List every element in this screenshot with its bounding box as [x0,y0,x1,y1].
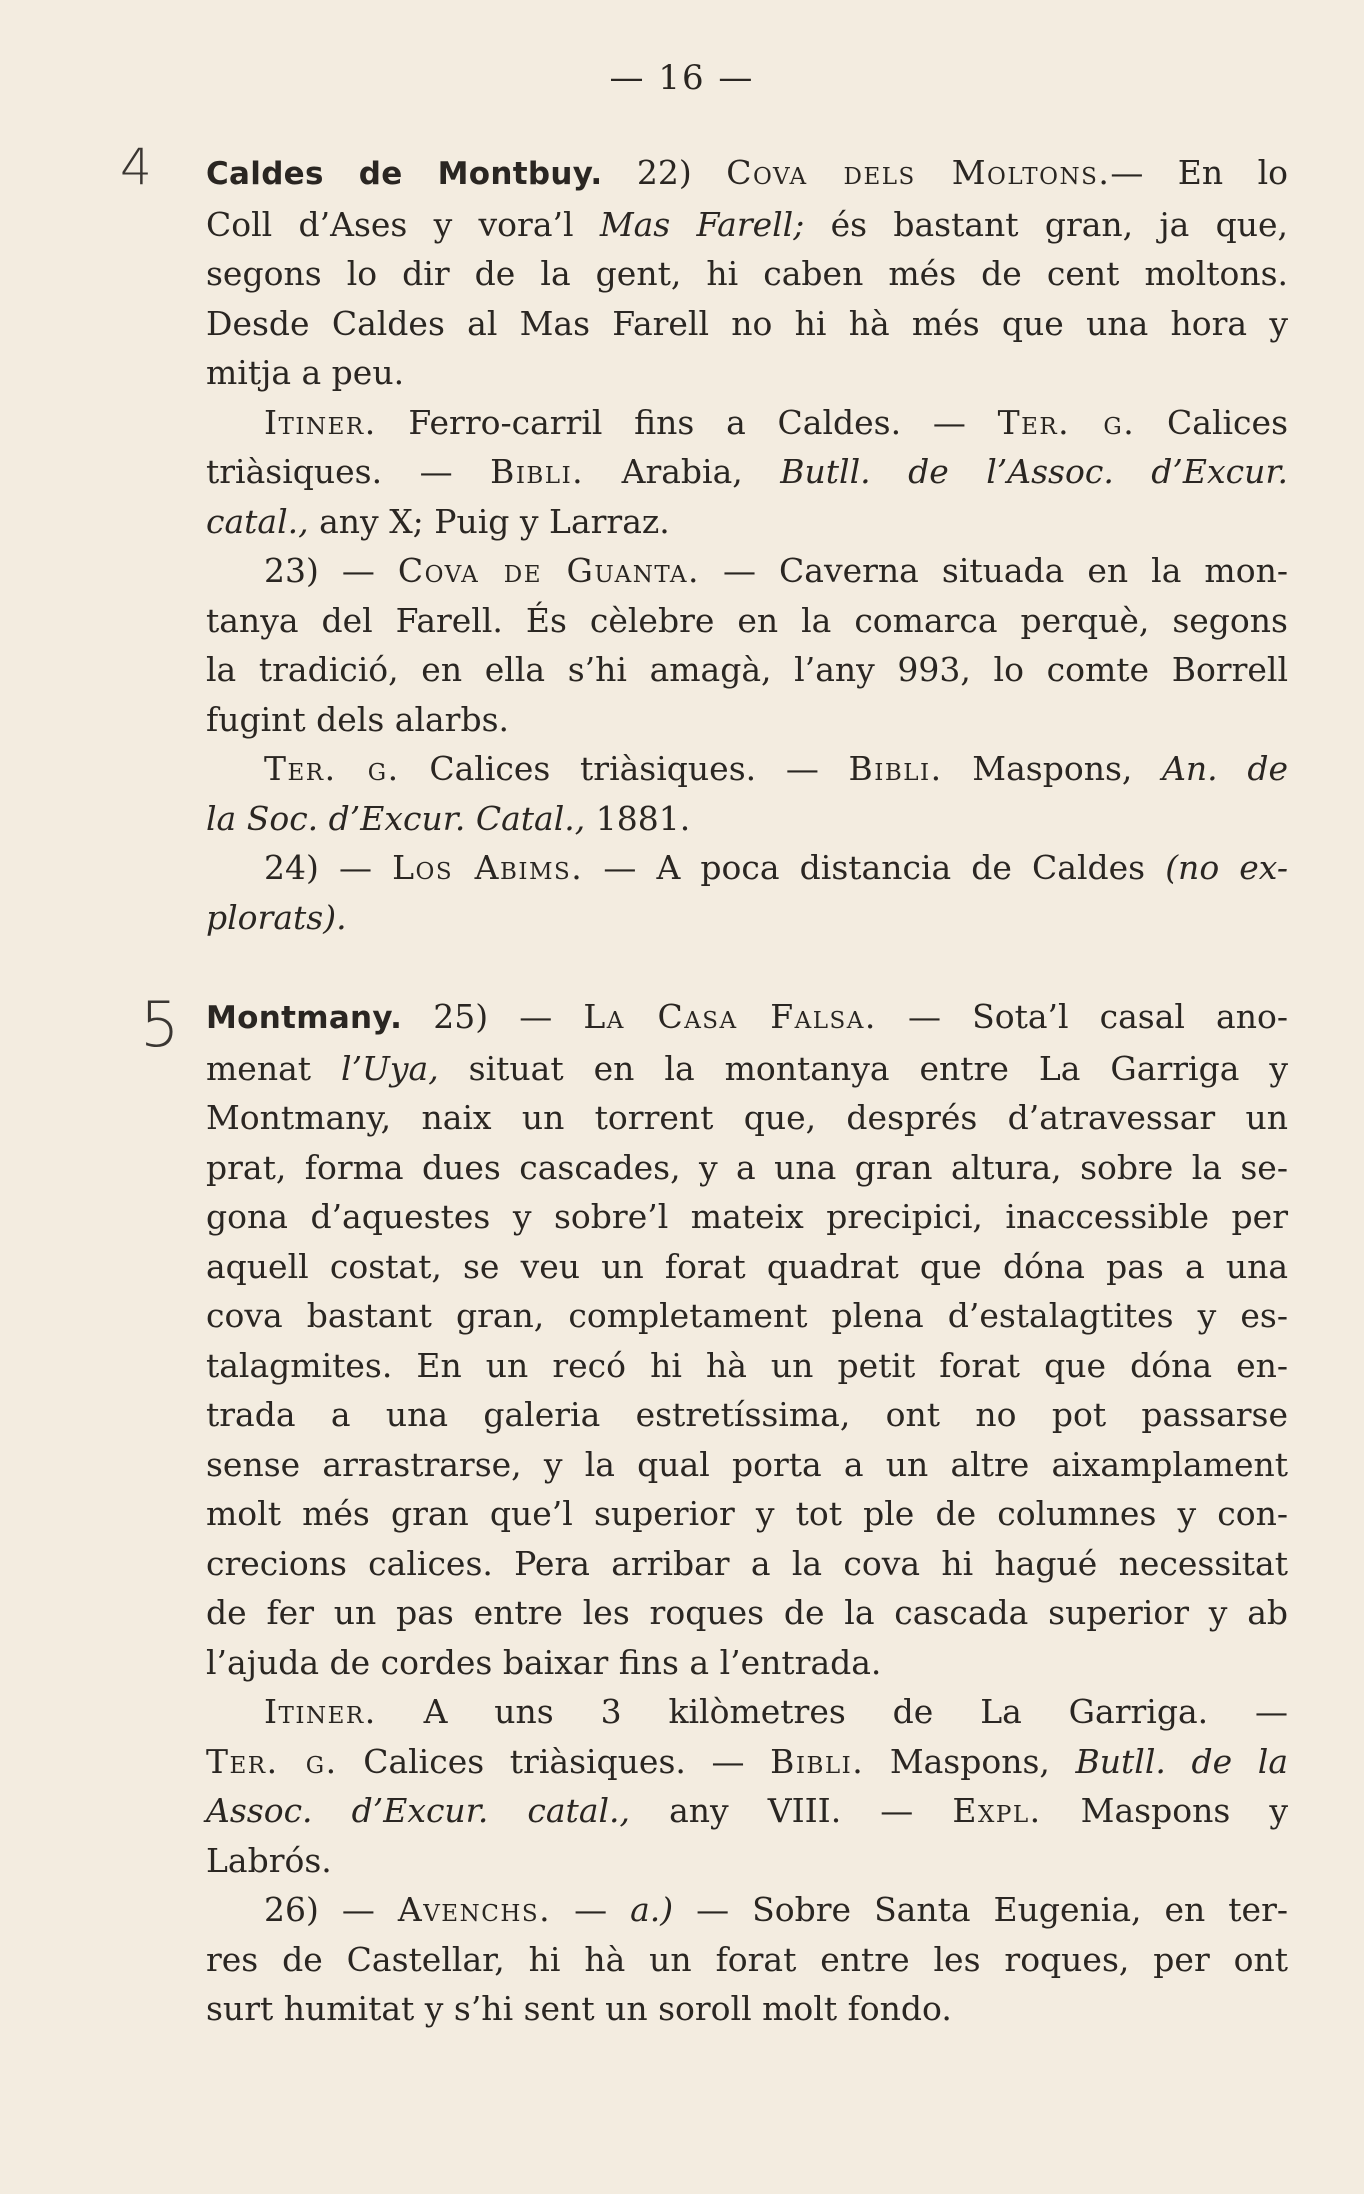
text-line [206,794,1288,844]
text-segment: la tradició, en ella s’hi amagà, l’any 993, lo comte Borrell [206,650,1288,689]
text-line [206,1836,1288,1886]
text-line [206,1143,1288,1193]
text-segment: Montmany, naix un torrent que, després d’atravessar un [206,1098,1288,1137]
text-line [206,1984,1288,2034]
small-caps-label: Ter. g. [264,749,400,788]
text-segment: crecions calices. Pera arribar a la cova hi hagué necessitat [206,1543,1288,1583]
text-segment: — Sobre Santa Eugenia, en ter- [673,1890,1288,1929]
text-line [206,744,1288,794]
small-caps-label: Ter. g. [997,402,1136,442]
place-heading: Montmany. [206,1000,403,1036]
small-caps-label: Itiner. [264,1692,377,1731]
text-line [206,1192,1288,1242]
text-segment: segons lo dir de la gent, hi caben més de cent moltons. [206,254,1288,293]
text-line [206,1440,1288,1490]
small-caps-label: Avenchs. [397,1890,552,1929]
text-segment: l’ajuda de cordes baixar fins a l’entrada. [206,1642,882,1682]
small-caps-label: Itiner. [264,402,377,442]
text-segment: Arabia, [584,452,781,491]
text-segment: Coll d’Ases y vora’l [206,204,600,244]
text-segment: gona d’aquestes y sobre’l mateix precipici, inaccessible per [206,1197,1288,1236]
text-segment: Calices triàsiques. — [399,749,849,788]
text-segment: triàsiques. — [206,452,491,491]
text-segment: res de Castellar, hi hà un forat entre les roques, per ont [206,1939,1288,1979]
text-line [206,843,1288,893]
margin-mark-5: 5 [140,988,180,1061]
text-line [206,1390,1288,1440]
text-line [206,1786,1288,1836]
text-line [206,1885,1288,1935]
text-line [206,1687,1288,1737]
text-segment: — [551,1890,631,1929]
text-line [206,596,1288,646]
text-line [206,1489,1288,1539]
text-segment: any X; Puig y Larraz. [308,501,670,541]
small-caps-label: Cova de Guanta. [397,551,701,590]
text-line [206,1341,1288,1391]
small-caps-label: Bibli. [490,452,585,491]
text-segment: — En lo [1110,153,1288,192]
small-caps-label: Bibli. [770,1741,865,1781]
small-caps-label: Ter. g. [206,1741,338,1781]
small-caps-label: Los Abims. [392,848,584,887]
italic-text: la Soc. d’Excur. Catal., [206,798,586,838]
text-line [206,497,1288,547]
text-segment: — Caverna situada en la mon- [700,551,1288,590]
text-segment: mitja a peu. [206,353,405,392]
text-segment: Ferro-carril fins a Caldes. — [376,402,998,442]
text-line [206,348,1288,398]
text-line [206,447,1288,497]
text-line [206,1588,1288,1638]
text-segment: talagmites. En un recó hi hà un petit forat que dóna en- [206,1345,1288,1385]
text-line [206,299,1288,349]
text-segment: situat en la montanya entre La Garriga y [438,1048,1289,1088]
italic-text: Assoc. d’Excur. catal., [206,1791,631,1830]
text-segment: 23) — [264,551,398,590]
text-line [206,200,1288,250]
text-segment: Calices triàsiques. — [337,1741,771,1781]
text-segment: Maspons y [1041,1791,1288,1830]
section-gap [206,942,1288,992]
text-line [206,1539,1288,1589]
text-segment: — A poca distancia de Caldes [583,848,1166,887]
text-segment: Maspons, [864,1741,1076,1781]
text-line [206,1737,1288,1787]
page-number: — 16 — [609,58,755,98]
text-segment: 24) — [264,848,393,887]
italic-text: Butll. de la [1075,1741,1288,1781]
text-segment: — Sota’l casal ano- [876,997,1288,1036]
text-segment: cova bastant gran, completament plena d’estalagtites y es- [206,1296,1288,1335]
text-line [206,1291,1288,1341]
italic-text: catal., [206,501,309,541]
text-segment: sense arrastrarse, y la qual porta a un altre aixamplament [206,1444,1288,1484]
text-line [206,695,1288,745]
text-segment: molt més gran que’l superior y tot ple de columnes y con- [206,1494,1288,1533]
text-line [206,546,1288,596]
italic-text: Butll. de l’Assoc. d’Excur. [780,452,1288,491]
text-segment: Desde Caldes al Mas Farell no hi hà més que una hora y [206,303,1288,343]
text-line [206,893,1288,943]
text-segment: 26) — [264,1890,398,1929]
text-segment: 1881. [585,798,691,838]
text-segment: Labrós. [206,1840,332,1880]
place-heading: Caldes de Montbuy. [206,156,603,192]
text-segment: A uns 3 kilòmetres de La Garriga. — [376,1692,1288,1731]
text-segment: menat [206,1048,342,1088]
text-segment: tanya del Farell. És cèlebre en la comarca perquè, segons [206,600,1288,640]
text-segment: trada a una galeria estretíssima, ont no pot passarse [206,1395,1288,1434]
text-segment: aquell costat, se veu un forat quadrat que dóna pas a una [206,1246,1288,1286]
text-line [206,1935,1288,1985]
italic-text: Mas Farell; [599,204,805,244]
text-line [206,1093,1288,1143]
italic-text: An. de [1162,749,1288,788]
text-segment: és bastant gran, ja que, [804,204,1288,244]
small-caps-label: La Casa Falsa. [583,997,877,1036]
text-segment: fugint dels alarbs. [206,699,510,739]
margin-mark-4: 4 [120,138,152,196]
text-line [206,1044,1288,1094]
text-segment: Calices [1135,402,1288,442]
text-line [206,148,1288,200]
small-caps-label: Expl. [952,1791,1042,1830]
italic-text: a.) [630,1890,674,1929]
text-segment: 25) — [402,997,584,1036]
text-line [206,645,1288,695]
italic-text: plorats). [206,897,347,937]
text-line [206,992,1288,1044]
text-segment: any VIII. — [630,1791,953,1830]
text-body [206,148,1288,2034]
text-segment: prat, forma dues cascades, y a una gran altura, sobre la se- [206,1147,1288,1187]
text-line [206,1638,1288,1688]
text-segment: surt humitat y s’hi sent un soroll molt fondo. [206,1989,952,2028]
small-caps-label: Cova dels Moltons. [726,153,1111,192]
text-line [206,249,1288,299]
italic-text: l’Uya, [341,1048,439,1088]
text-line [206,398,1288,448]
text-segment: Maspons, [942,749,1163,788]
text-segment: de fer un pas entre les roques de la cascada superior y ab [206,1593,1288,1632]
small-caps-label: Bibli. [848,749,943,788]
text-line [206,1242,1288,1292]
text-segment: 22) [602,153,727,192]
italic-text: (no ex- [1165,848,1288,887]
